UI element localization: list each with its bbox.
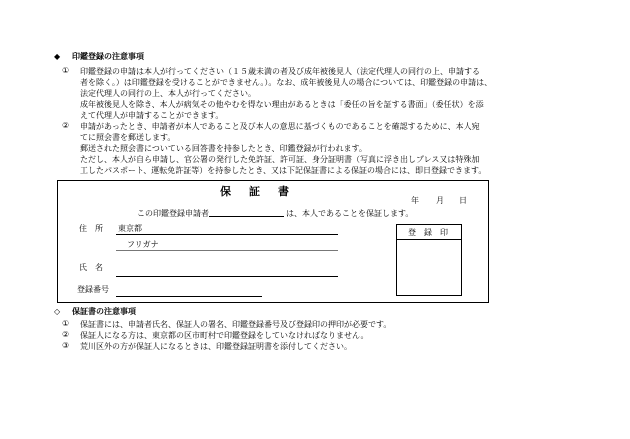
guarantee-notice-item: 保証人になる方は、東京都の区市町村で印鑑登録をしていなければなりません。 <box>80 331 369 340</box>
notice-heading: 印鑑登録の注意事項 <box>72 52 144 61</box>
notice-line: 印鑑登録の申請は本人が行ってください（１５歳未満の者及び成年被後見人（法定代理人の同行の上、申請する <box>80 67 480 76</box>
statement-prefix: この印鑑登録申請者 <box>137 209 209 218</box>
item-number: ① <box>62 319 70 328</box>
item-number: ② <box>62 330 70 339</box>
outline-diamond-bullet-icon: ◇ <box>54 307 61 316</box>
seal-box-divider <box>396 239 462 240</box>
notice-line: 法定代理人の同行の上、本人が行ってください。 <box>80 89 256 98</box>
address-value: 東京都 <box>118 224 142 233</box>
seal-label: 登 録 印 <box>408 228 448 237</box>
notice-line: 工したパスポート、運転免許証等）を持参したとき、又は下記保証書による保証の場合には、即日登録できます。 <box>80 166 487 175</box>
statement-suffix: は、本人であることを保証します。 <box>286 209 414 218</box>
guarantee-notice-item: 荒川区外の方が保証人になるときは、印鑑登録証明書を添付してください。 <box>80 342 352 351</box>
notice-line: 者を除く。）は印鑑登録を受けることができません。）。なお、成年被後見人の場合については、印鑑登録の申請は、 <box>80 78 493 87</box>
item-number: ① <box>62 66 70 75</box>
date-day-label: 日 <box>459 196 467 205</box>
furigana-label: フリガナ <box>127 240 159 249</box>
registration-number-field[interactable] <box>116 296 262 297</box>
notice-line: 郵送された照会書についている回答書を持参したとき、印鑑登録が行われます。 <box>80 144 367 153</box>
address-label: 住 所 <box>79 224 103 233</box>
notice-item-1 <box>80 66 492 121</box>
date-year-label: 年 <box>411 196 419 205</box>
furigana-field[interactable] <box>116 250 338 251</box>
notice-line: えて代理人が申請することができます。 <box>80 111 224 120</box>
date-month-label: 月 <box>436 196 444 205</box>
item-number: ② <box>62 121 70 130</box>
notice-line: てに照会書を郵送します。 <box>80 133 176 142</box>
notice-line: 申請があったとき、申請者が本人であること及び本人の意思に基づくものであることを確認するために、本人宛 <box>80 122 480 131</box>
guarantee-notice-heading: 保証書の注意事項 <box>72 307 136 316</box>
applicant-name-field[interactable] <box>209 216 284 217</box>
name-label: 氏 名 <box>79 263 103 272</box>
notice-line: ただし、本人が自ら申請し、官公署の発行した免許証、許可証、身分証明書（写真に浮き出しプレス又は特殊加 <box>80 155 480 164</box>
item-number: ③ <box>62 341 70 350</box>
name-field[interactable] <box>116 276 338 277</box>
form-title: 保証書 <box>220 185 307 198</box>
notice-line: 成年被後見人を除き、本人が病気その他やむを得ない理由があるときは「委任の旨を証する書面」（委任状）を添 <box>80 100 484 109</box>
address-field[interactable] <box>116 234 338 235</box>
diamond-bullet-icon: ◆ <box>54 52 61 61</box>
registration-number-label: 登録番号 <box>77 285 109 294</box>
guarantee-notice-item: 保証書には、申請者氏名、保証人の署名、印鑑登録番号及び登録印の押印が必要です。 <box>80 320 392 329</box>
notice-item-2 <box>80 121 486 176</box>
